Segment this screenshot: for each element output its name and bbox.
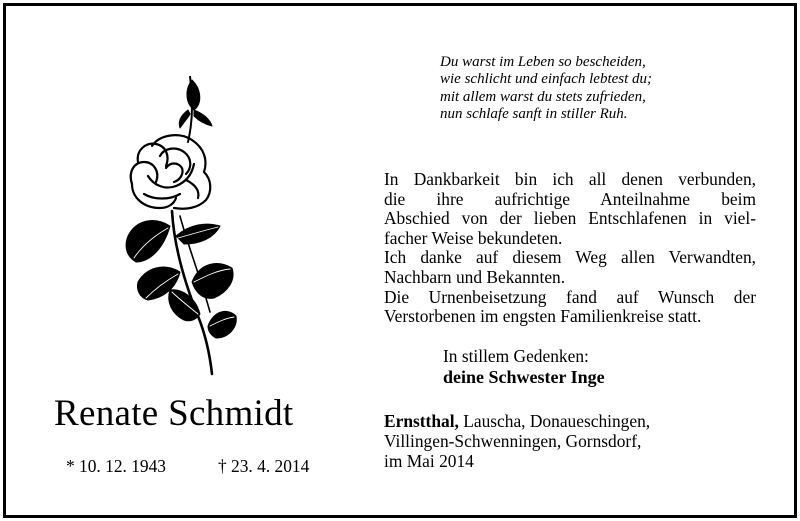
date-line: im Mai 2014 [384, 451, 474, 471]
poem [440, 54, 760, 123]
poem-line: mit allem warst du stets zufrieden, [440, 88, 646, 105]
in-memory-block [443, 346, 605, 388]
thanks-line: In Dankbarkeit bin ich all denen verbunden, [384, 169, 756, 189]
place-line [384, 411, 650, 431]
thanks-line: Abschied von der lieben Entschlafenen in viel- [384, 208, 756, 229]
in-memory-intro: In stillem Gedenken: [443, 346, 589, 366]
poem-line: Du warst im Leben so bescheiden, [440, 54, 646, 70]
obituary-notice [3, 3, 797, 518]
death-date: † 23. 4. 2014 [218, 456, 310, 476]
thanks-line: Nachbarn und Bekannten. [384, 266, 566, 287]
signer: deine Schwester Inge [443, 367, 605, 387]
poem-line: nun schlafe sanft in stiller Ruh. [440, 105, 628, 122]
poem-line: wie schlicht und einfach lebtest du; [440, 71, 653, 88]
place-town: Ernstthal, [384, 411, 459, 431]
birth-date: * 10. 12. 1943 [66, 456, 166, 476]
thanks-line: Ich danke auf diesem Weg allen Verwandten, [384, 247, 756, 268]
deceased-name: Renate Schmidt [54, 393, 294, 434]
rose-icon [114, 76, 244, 376]
thanks-line: facher Weise bekundeten. [384, 227, 563, 248]
thanks-text [384, 170, 756, 327]
place-line: Villingen-Schwenningen, Gornsdorf, [384, 431, 642, 451]
place-others: Lauscha, Donaueschingen, [458, 411, 651, 431]
thanks-line: die ihre aufrichtige Anteilnahme beim [384, 188, 756, 209]
place-and-date [384, 411, 650, 471]
thanks-line: Die Urnenbeisetzung fand auf Wunsch der [384, 286, 756, 307]
thanks-line: Verstorbenen im engsten Familienkreise statt. [384, 306, 702, 327]
